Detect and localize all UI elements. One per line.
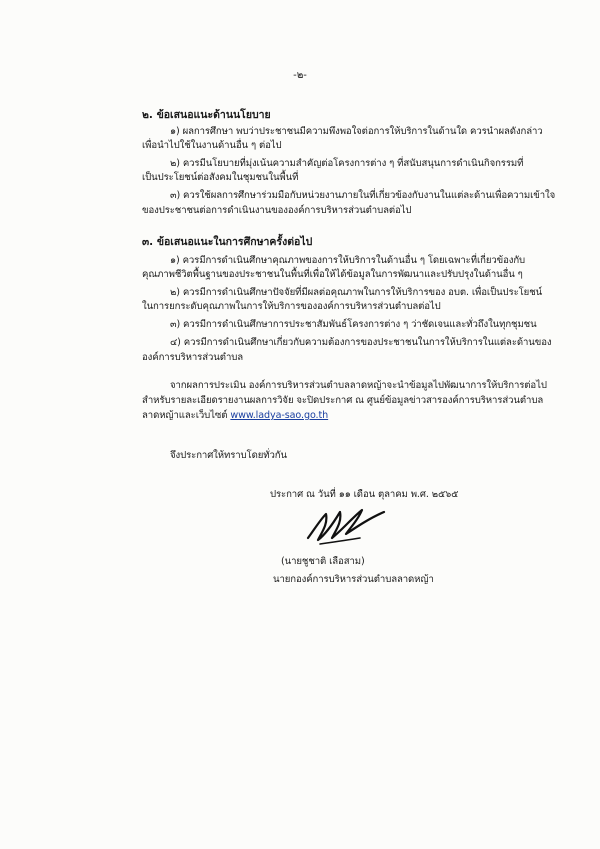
signature-image: [300, 500, 390, 550]
conclusion-line: จากผลการประเมิน องค์การบริหารส่วนตำบลลาดหญ้าจะนำข้อมูลไปพัฒนาการให้บริการต่อไป: [170, 380, 547, 391]
page-number: -๒-: [293, 70, 307, 81]
conclusion-line: สำหรับรายละเอียดรายงานผลการวิจัย จะปิดประกาศ ณ ศูนย์ข้อมูลข่าวสารองค์การบริหารส่วนตำบล: [142, 395, 544, 406]
section-2-line: เพื่อนำไปใช้ในงานด้านอื่น ๆ ต่อไป: [142, 140, 282, 151]
section-3-line: องค์การบริหารส่วนตำบล: [142, 352, 244, 363]
section-3-line: ในการยกระดับคุณภาพในการให้บริการขององค์การบริหารส่วนตำบลต่อไป: [142, 301, 441, 312]
signer-name: (นายชูชาติ เลือสาม): [281, 556, 365, 567]
section-2-line: ของประชาชนต่อการดำเนินงานขององค์การบริหารส่วนตำบลต่อไป: [142, 205, 412, 216]
section-3-line: ๔) ควรมีการดำเนินศึกษาเกี่ยวกับความต้องการของประชาชนในการให้บริการในแต่ละด้านของ: [170, 337, 552, 348]
section-2-line: ๒) ควรมีนโยบายที่มุ่งเน้นความสำคัญต่อโครงการต่าง ๆ ที่สนับสนุนการดำเนินกิจกรรมที่: [170, 158, 524, 169]
signer-title: นายกองค์การบริหารส่วนตำบลลาดหญ้า: [273, 574, 434, 585]
section-3-line: ๒) ควรมีการดำเนินศึกษาปัจจัยที่มีผลต่อคุณภาพในการให้บริการของ อบต. เพื่อเป็นประโยชน์: [170, 287, 543, 298]
announcement-text: จึงประกาศให้ทราบโดยทั่วกัน: [170, 450, 287, 461]
section-2-line: ๓) ควรใช้ผลการศึกษาร่วมมือกับหน่วยงานภายในที่เกี่ยวข้องกับงานในแต่ละด้านเพื่อความเข้าใจ: [170, 190, 556, 201]
conclusion-website-prefix: ลาดหญ้าและเว็บไซต์: [142, 410, 231, 421]
section-3-line: ๑) ควรมีการดำเนินศึกษาคุณภาพของการให้บริการในด้านอื่น ๆ โดยเฉพาะที่เกี่ยวข้องกับ: [170, 255, 526, 266]
section-3-line: ๓) ควรมีการดำเนินศึกษาการประชาสัมพันธ์โครงการต่าง ๆ ว่าชัดเจนและทั่วถึงในทุกชุมชน: [170, 319, 537, 330]
website-link[interactable]: www.ladya-sao.go.th: [230, 410, 329, 421]
conclusion-line: [142, 410, 328, 422]
section-3-heading: ๓. ข้อเสนอแนะในการศึกษาครั้งต่อไป: [142, 236, 313, 248]
section-2-heading: ๒. ข้อเสนอแนะด้านนโยบาย: [142, 109, 271, 121]
announcement-date: ประกาศ ณ วันที่ ๑๑ เดือน ตุลาคม พ.ศ. ๒๕๖๕: [270, 489, 459, 500]
section-2-line: เป็นประโยชน์ต่อสังคมในชุมชนในพื้นที่: [142, 172, 299, 183]
section-2-line: ๑) ผลการศึกษา พบว่าประชาชนมีความพึงพอใจต่อการให้บริการในด้านใด ควรนำผลดังกล่าว: [170, 126, 543, 137]
section-3-line: คุณภาพชีวิตพื้นฐานของประชาชนในพื้นที่เพื่อให้ได้ข้อมูลในการพัฒนาและปรับปรุงในด้านอื่น ๆ: [142, 269, 523, 280]
